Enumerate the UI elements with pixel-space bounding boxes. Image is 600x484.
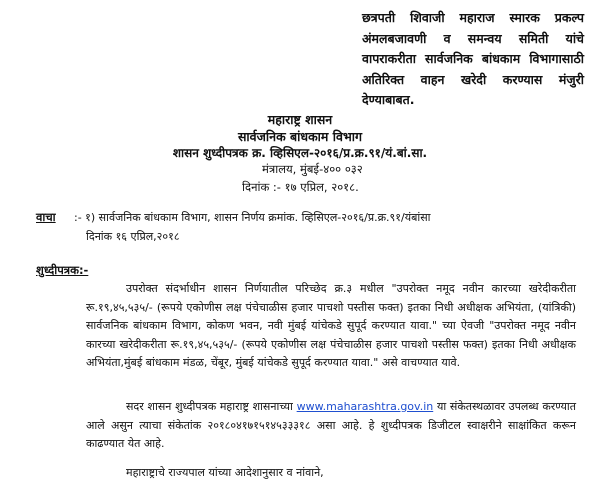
subject-block: छत्रपती शिवाजी महाराज स्मारक प्रकल्प अंमलबजावणी व समन्वय समिती यांचे वापराकरीता सार्वजनिक बांधकाम विभागासाठी अतिरिक्त वाहन खरेदी करण्यास मंजुरी देण्याबाबत.: [362, 10, 584, 107]
corrigendum-paragraph: उपरोक्त संदर्भाधीन शासन निर्णयातील परिच्छेद क्र.३ मधील "उपरोक्त नमूद नवीन कारच्या खरेदीकरीता रू.१९,४५,५३५/- (रूपये एकोणीस लक्ष पंचेचाळीस हजार पाचशो पस्तीस फक्त) इतका निधी अधीक्षक अभियंता, (यांत्रिकी) सार्वजनिक बांधकाम विभाग, कोकण भवन, नवी मुंबई यांचेकडे सुपूर्द करण्यात यावा." च्या ऐवजी "उपरोक्त नमूद नवीन कारच्या खरेदीकरीता रू.१९,४५,५३५/- (रूपये एकोणीस लक्ष पंचेचाळीस हजार पाचशो पस्तीस फक्त) इतका निधी अधीक्षक अभियंता,मुंबई बांधकाम मंडळ, चेंबूर, मुंबई यांचेकडे सुपूर्द करण्यात यावा." असे वाचण्यात यावे.: [86, 282, 576, 369]
corrigendum-label: शुध्दीपत्रक:-: [36, 263, 89, 277]
department-name: सार्वजनिक बांधकाम विभाग: [237, 129, 363, 144]
website-link[interactable]: www.maharashtra.gov.in: [296, 400, 434, 413]
publication-text-before: सदर शासन शुध्दीपत्रक महाराष्ट्र शासनाच्या: [126, 400, 293, 413]
read-label: वाचा: [36, 210, 56, 224]
publication-paragraph: [86, 398, 576, 454]
read-reference-date: दिनांक १६ एप्रिल,२०१८: [86, 230, 180, 243]
issue-date: दिनांक :- १७ एप्रिल, २०१८.: [242, 180, 359, 194]
issuing-place: मंत्रालय, मुंबई-४०० ०३२: [262, 162, 363, 176]
publication-text-after: या संकेतस्थळावर उपलब्ध करण्यात आले असुन त्याचा संकेतांक २०१८०४१७१५१४५३३३१८ असा आहे. हे शुध्दीपत्रक डिजीटल स्वाक्षरीने साक्षांकित करून काढण्यात येत आहे.: [86, 400, 576, 450]
read-reference-line: :- १) सार्वजनिक बांधकाम विभाग, शासन निर्णय क्रमांक. व्हिसिएल-२०१६/प्र.क्र.९१/यंबांसा: [74, 211, 431, 224]
governor-order-line: महाराष्ट्राचे राज्यपाल यांच्या आदेशानुसार व नांवाने,: [126, 466, 324, 479]
corrigendum-reference-number: शासन शुध्दीपत्रक क्र. व्हिसिएल-२०१६/प्र.क्र.९१/यं.बां.सा.: [172, 146, 428, 160]
government-name: महाराष्ट्र शासन: [267, 112, 333, 127]
